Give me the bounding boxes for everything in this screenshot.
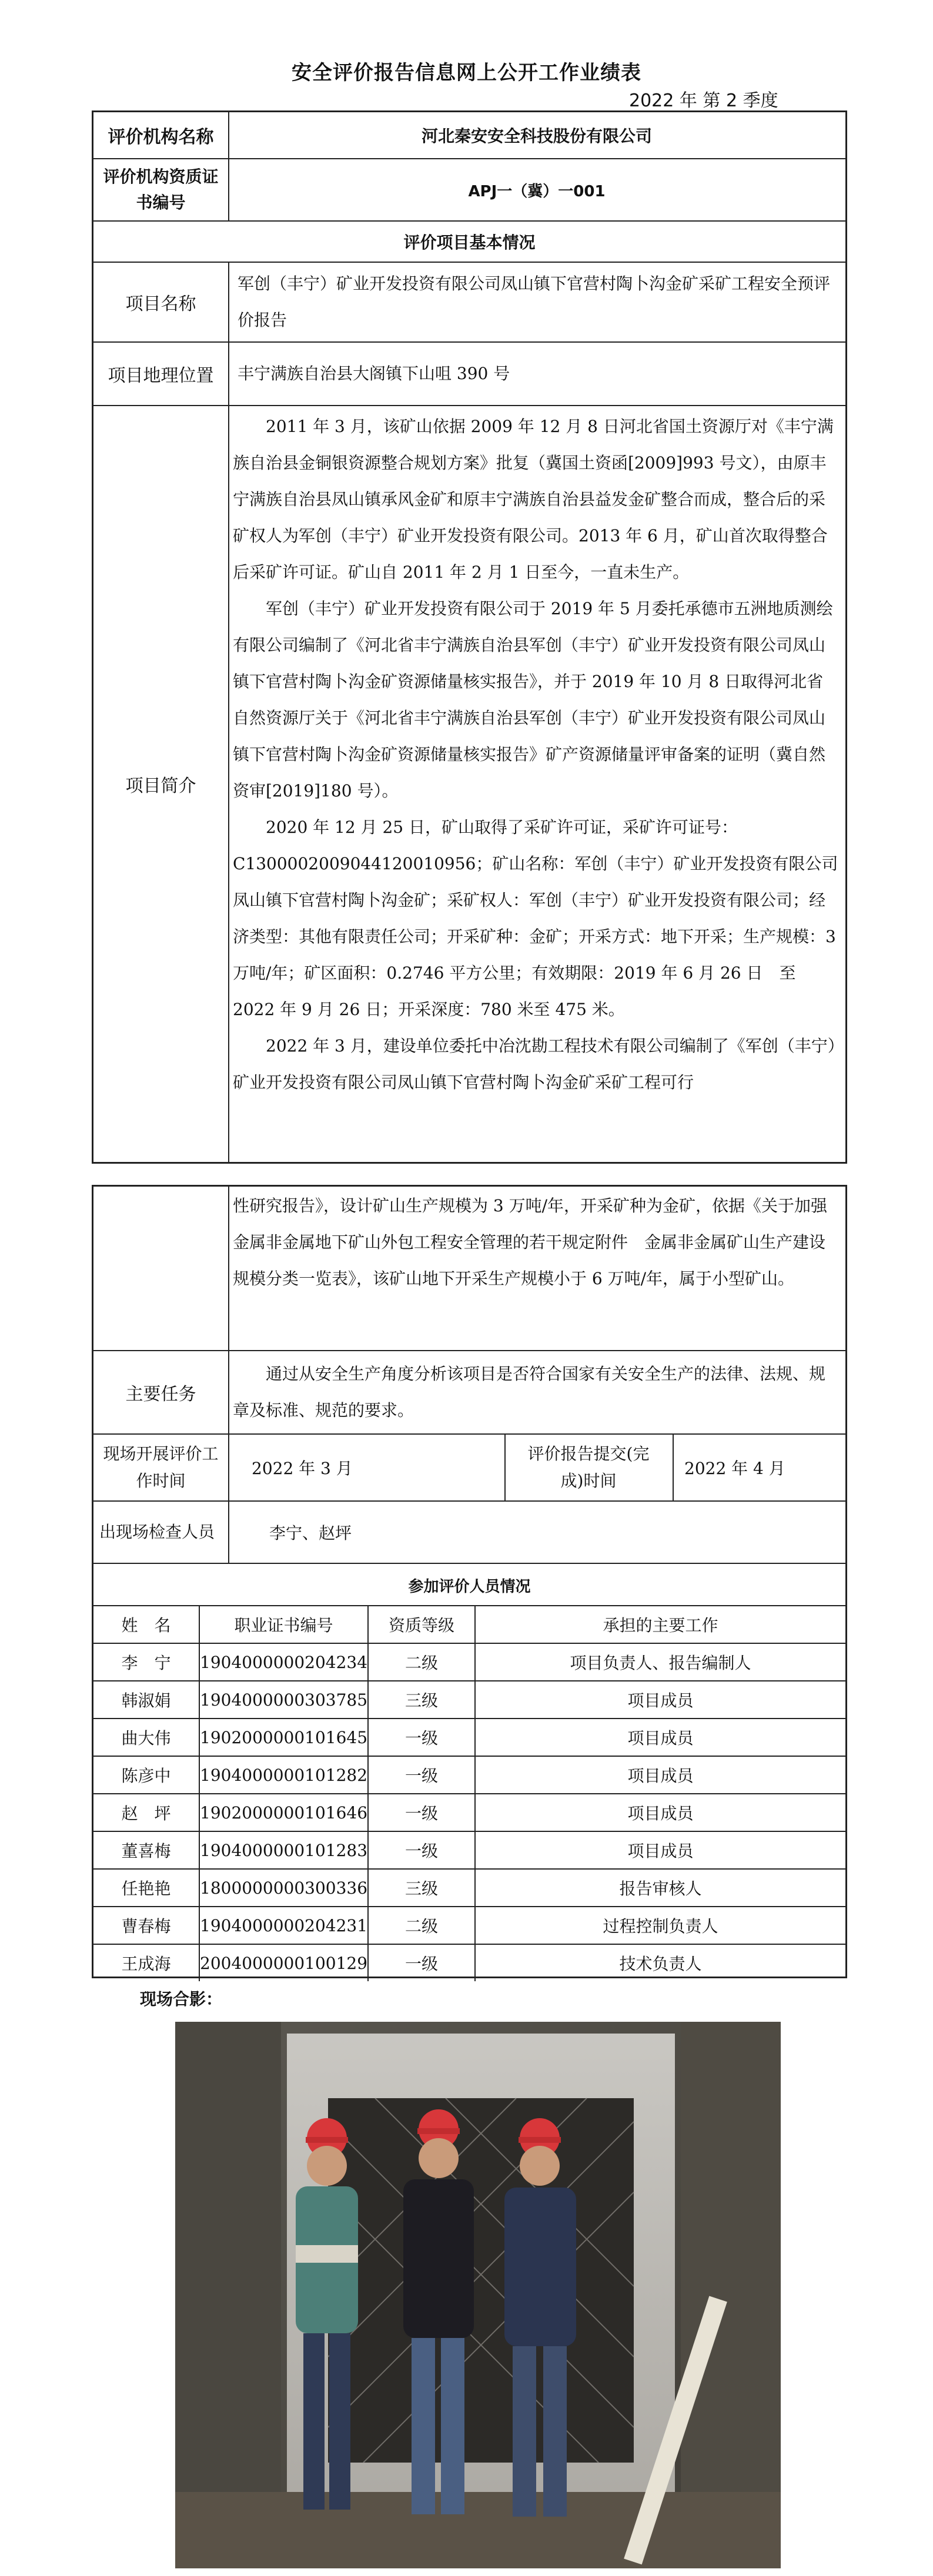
staff-section-row <box>93 1564 845 1606</box>
table-row <box>93 1681 845 1719</box>
staff-name: 董喜梅 <box>93 1831 199 1869</box>
table-row <box>93 1794 845 1831</box>
table-row <box>93 1944 845 1981</box>
info-table-part-1 <box>92 110 847 1164</box>
staff-duty: 项目负责人、报告编制人 <box>475 1643 845 1681</box>
inspectors-value: 李宁、赵坪 <box>269 1523 352 1543</box>
staff-level: 一级 <box>368 1794 475 1831</box>
inspectors-row <box>93 1502 845 1564</box>
staff-duty: 项目成员 <box>475 1719 845 1756</box>
intro-text <box>228 408 838 1101</box>
task-row <box>93 1351 845 1435</box>
intro-paragraph: 2020 年 12 月 25 日，矿山取得了采矿许可证，采矿许可证号：C1300002009044120010956；矿山名称：军创（丰宁）矿业开发投资有限公司凤山镇下官营村陶卜沟金矿；采矿权人：军创（丰宁）矿业开发投资有限公司；经济类型：其他有限责任公司；开采矿种：金矿；开采方式：地下开采；生产规模：3 万吨/年；矿区面积：0.2746 平方公里；有效期限：2019 年 6 月 26 日 至 2022 年 9 月 26 日；开采深度：780 米至 475 米。 <box>233 818 838 1019</box>
table-row <box>93 1719 845 1756</box>
intro-row <box>93 406 845 1162</box>
intro-paragraph: 2011 年 3 月，该矿山依据 2009 年 12 月 8 日河北省国土资源厅对《丰宁满族自治县金铜银资源整合规划方案》批复（冀国土资函[2009]993 号文），由原丰宁满族自治县凤山镇承风金矿和原丰宁满族自治县益发金矿整合而成，整合后的采矿权人为军创（丰宁）矿业开发投资有限公司。2013 年 6 月，矿山首次取得整合后采矿许可证。矿山自 2011 年 2 月 1 日至今，一直未生产。 <box>233 417 834 582</box>
staff-cert: 1904000000204231 <box>199 1907 368 1944</box>
staff-cert: 1904000000101282 <box>199 1756 368 1794</box>
staff-cert: 2004000000100129 <box>199 1944 368 1981</box>
intro-continued-text <box>228 1188 838 1297</box>
org-name-label: 评价机构名称 <box>108 127 214 148</box>
staff-cert: 1902000000101645 <box>199 1719 368 1756</box>
table-row <box>93 1756 845 1794</box>
report-period: 2022 年 第 2 季度 <box>629 91 778 111</box>
header-cert: 职业证书编号 <box>199 1606 368 1643</box>
staff-cert: 1902000000101646 <box>199 1794 368 1831</box>
intro-label: 项目简介 <box>125 776 196 796</box>
staff-level: 二级 <box>368 1907 475 1944</box>
staff-name: 任艳艳 <box>93 1869 199 1907</box>
staff-duty: 项目成员 <box>475 1831 845 1869</box>
staff-level: 一级 <box>368 1944 475 1981</box>
site-photo-illustration <box>175 2022 781 2568</box>
staff-duty: 项目成员 <box>475 1756 845 1794</box>
staff-cert: 1904000000101283 <box>199 1831 368 1869</box>
inspectors-label: 出现场检查人员 <box>99 1522 215 1542</box>
staff-cert: 1904000000303785 <box>199 1681 368 1719</box>
intro-paragraph: 2022 年 3 月，建设单位委托中冶沈勘工程技术有限公司编制了《军创（丰宁）矿业开发投资有限公司凤山镇下官营村陶卜沟金矿采矿工程可行 <box>233 1036 836 1092</box>
staff-cert: 1800000000300336 <box>199 1869 368 1907</box>
photo-label: 现场合影： <box>140 1989 223 2009</box>
basic-section-row <box>93 222 845 263</box>
staff-duty: 过程控制负责人 <box>475 1907 845 1944</box>
location-value: 丰宁满族自治县大阁镇下山咀 390 号 <box>238 364 510 383</box>
submit-time-label: 评价报告提交(完成)时间 <box>527 1444 650 1490</box>
location-label: 项目地理位置 <box>108 366 214 386</box>
staff-level: 三级 <box>368 1681 475 1719</box>
header-duty: 承担的主要工作 <box>475 1606 845 1643</box>
page-title: 安全评价报告信息网上公开工作业绩表 <box>292 61 641 85</box>
staff-level: 一级 <box>368 1719 475 1756</box>
staff-duty: 项目成员 <box>475 1794 845 1831</box>
basic-section-title: 评价项目基本情况 <box>403 233 536 252</box>
onsite-time-value: 2022 年 3 月 <box>252 1459 353 1478</box>
staff-name: 韩淑娟 <box>93 1681 199 1719</box>
staff-level: 一级 <box>368 1831 475 1869</box>
header-level: 资质等级 <box>368 1606 475 1643</box>
staff-name: 曲大伟 <box>93 1719 199 1756</box>
staff-section-title: 参加评价人员情况 <box>408 1577 531 1596</box>
staff-name: 李 宁 <box>93 1643 199 1681</box>
staff-cert: 1904000000204234 <box>199 1643 368 1681</box>
table-row <box>93 1643 845 1681</box>
cert-label: 评价机构资质证书编号 <box>103 167 219 212</box>
onsite-time-label: 现场开展评价工作时间 <box>103 1444 219 1490</box>
intro-paragraph: 军创（丰宁）矿业开发投资有限公司于 2019 年 5 月委托承德市五洲地质测绘有限公司编制了《河北省丰宁满族自治县军创（丰宁）矿业开发投资有限公司凤山镇下官营村陶卜沟金矿资源储量核实报告》，并于 2019 年 10 月 8 日取得河北省自然资源厅关于《河北省丰宁满族自治县军创（丰宁）矿业开发投资有限公司凤山镇下官营村陶卜沟金矿资源储量核实报告》矿产资源储量评审备案的证明（冀自然资审[2019]180 号）。 <box>233 599 833 800</box>
staff-name: 曹春梅 <box>93 1907 199 1944</box>
org-name-value: 河北秦安安全科技股份有限公司 <box>421 126 652 146</box>
task-text <box>228 1356 838 1429</box>
header-name: 姓 名 <box>93 1606 199 1643</box>
staff-duty: 项目成员 <box>475 1681 845 1719</box>
staff-level: 三级 <box>368 1869 475 1907</box>
project-name-row <box>93 263 845 343</box>
staff-name: 陈彦中 <box>93 1756 199 1794</box>
project-name-label: 项目名称 <box>125 294 196 314</box>
intro-continued-paragraph: 性研究报告》，设计矿山生产规模为 3 万吨/年，开采矿种为金矿，依据《关于加强金属非金属地下矿山外包工程安全管理的若干规定附件 金属非金属矿山生产建设规模分类一览表》，该矿山地下开采生产规模小于 6 万吨/年，属于小型矿山。 <box>233 1196 828 1288</box>
task-label: 主要任务 <box>125 1384 196 1405</box>
staff-level: 一级 <box>368 1756 475 1794</box>
site-group-photo <box>175 2022 781 2568</box>
staff-table <box>93 1605 845 1981</box>
submit-time-value: 2022 年 4 月 <box>684 1459 785 1478</box>
project-name-value: 军创（丰宁）矿业开发投资有限公司凤山镇下官营村陶卜沟金矿采矿工程安全预评价报告 <box>238 274 831 330</box>
info-table-part-2 <box>92 1185 847 1978</box>
staff-level: 二级 <box>368 1643 475 1681</box>
table-row <box>93 1869 845 1907</box>
table-row <box>93 1831 845 1869</box>
location-row <box>93 343 845 406</box>
staff-duty: 报告审核人 <box>475 1869 845 1907</box>
task-value: 通过从安全生产角度分析该项目是否符合国家有关安全生产的法律、法规、规章及标准、规范的要求。 <box>233 1364 826 1420</box>
intro-continued-row <box>93 1187 845 1351</box>
org-name-row <box>93 112 845 159</box>
cert-row <box>93 159 845 222</box>
time-row <box>93 1435 845 1502</box>
staff-duty: 技术负责人 <box>475 1944 845 1981</box>
staff-name: 赵 坪 <box>93 1794 199 1831</box>
staff-name: 王成海 <box>93 1944 199 1981</box>
table-row <box>93 1907 845 1944</box>
staff-table-header <box>93 1606 845 1643</box>
cert-value: APJ一（冀）一001 <box>468 182 606 200</box>
